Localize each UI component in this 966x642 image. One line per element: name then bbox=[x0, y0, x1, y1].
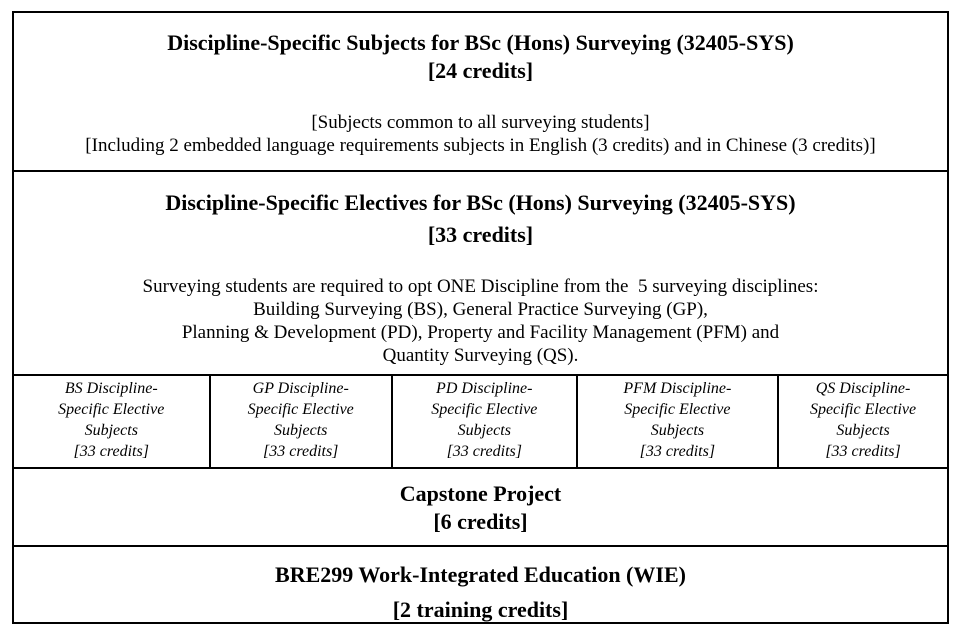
cell-line: Subjects bbox=[457, 422, 511, 439]
curriculum-structure-table bbox=[12, 11, 949, 624]
electives-description bbox=[14, 275, 947, 367]
subjects-title: Discipline-Specific Subjects for BSc (Hons) Surveying (32405-SYS) bbox=[167, 30, 794, 55]
cell-line: Subjects bbox=[84, 422, 138, 439]
section-capstone-project bbox=[14, 467, 947, 545]
cell-line: QS Discipline- bbox=[815, 380, 911, 397]
cell-line: Subjects bbox=[274, 422, 328, 439]
cell-line: GP Discipline- bbox=[252, 380, 349, 397]
row-discipline-elective-columns bbox=[14, 374, 947, 467]
electives-description-line: Quantity Surveying (QS). bbox=[382, 345, 579, 366]
section-discipline-specific-subjects bbox=[14, 13, 947, 170]
electives-description-line: Building Surveying (BS), General Practice Surveying (GP), bbox=[253, 299, 708, 320]
cell-line: [33 credits] bbox=[446, 443, 522, 460]
cell-line: Subjects bbox=[836, 422, 890, 439]
subjects-notes bbox=[14, 111, 947, 157]
electives-description-line: Surveying students are required to opt ONE Discipline from the 5 surveying disciplines: bbox=[142, 276, 819, 297]
discipline-cell-pfm bbox=[576, 376, 778, 467]
capstone-credits: [6 credits] bbox=[433, 509, 528, 534]
cell-line: [33 credits] bbox=[639, 443, 716, 460]
discipline-cell-pd bbox=[391, 376, 576, 467]
electives-credits: [33 credits] bbox=[427, 222, 534, 247]
cell-line: PD Discipline- bbox=[436, 380, 533, 397]
cell-line: [33 credits] bbox=[825, 443, 901, 460]
electives-description-line: Planning & Development (PD), Property and Facility Management (PFM) and bbox=[181, 322, 780, 343]
wie-title: BRE299 Work-Integrated Education (WIE) bbox=[275, 562, 686, 587]
subjects-credits: [24 credits] bbox=[427, 58, 534, 83]
cell-line: Specific Elective bbox=[809, 401, 917, 418]
cell-line: Specific Elective bbox=[247, 401, 354, 418]
subjects-note-language: [Including 2 embedded language requirements subjects in English (3 credits) and in Chinese (3 credits)] bbox=[85, 135, 876, 156]
wie-credits: [2 training credits] bbox=[392, 597, 569, 622]
section-wie bbox=[14, 545, 947, 624]
discipline-cell-qs bbox=[777, 376, 947, 467]
discipline-cell-gp bbox=[209, 376, 391, 467]
discipline-cell-bs bbox=[14, 376, 209, 467]
cell-line: [33 credits] bbox=[263, 443, 339, 460]
capstone-title: Capstone Project bbox=[399, 481, 562, 506]
cell-line: Specific Elective bbox=[431, 401, 538, 418]
cell-line: Specific Elective bbox=[624, 401, 731, 418]
cell-line: [33 credits] bbox=[73, 443, 149, 460]
cell-line: PFM Discipline- bbox=[623, 380, 732, 397]
cell-line: Subjects bbox=[650, 422, 705, 439]
cell-line: BS Discipline- bbox=[64, 380, 158, 397]
electives-title: Discipline-Specific Electives for BSc (Hons) Surveying (32405-SYS) bbox=[165, 190, 796, 215]
subjects-note-common: [Subjects common to all surveying students] bbox=[311, 112, 650, 133]
section-discipline-specific-electives bbox=[14, 170, 947, 374]
cell-line: Specific Elective bbox=[58, 401, 165, 418]
